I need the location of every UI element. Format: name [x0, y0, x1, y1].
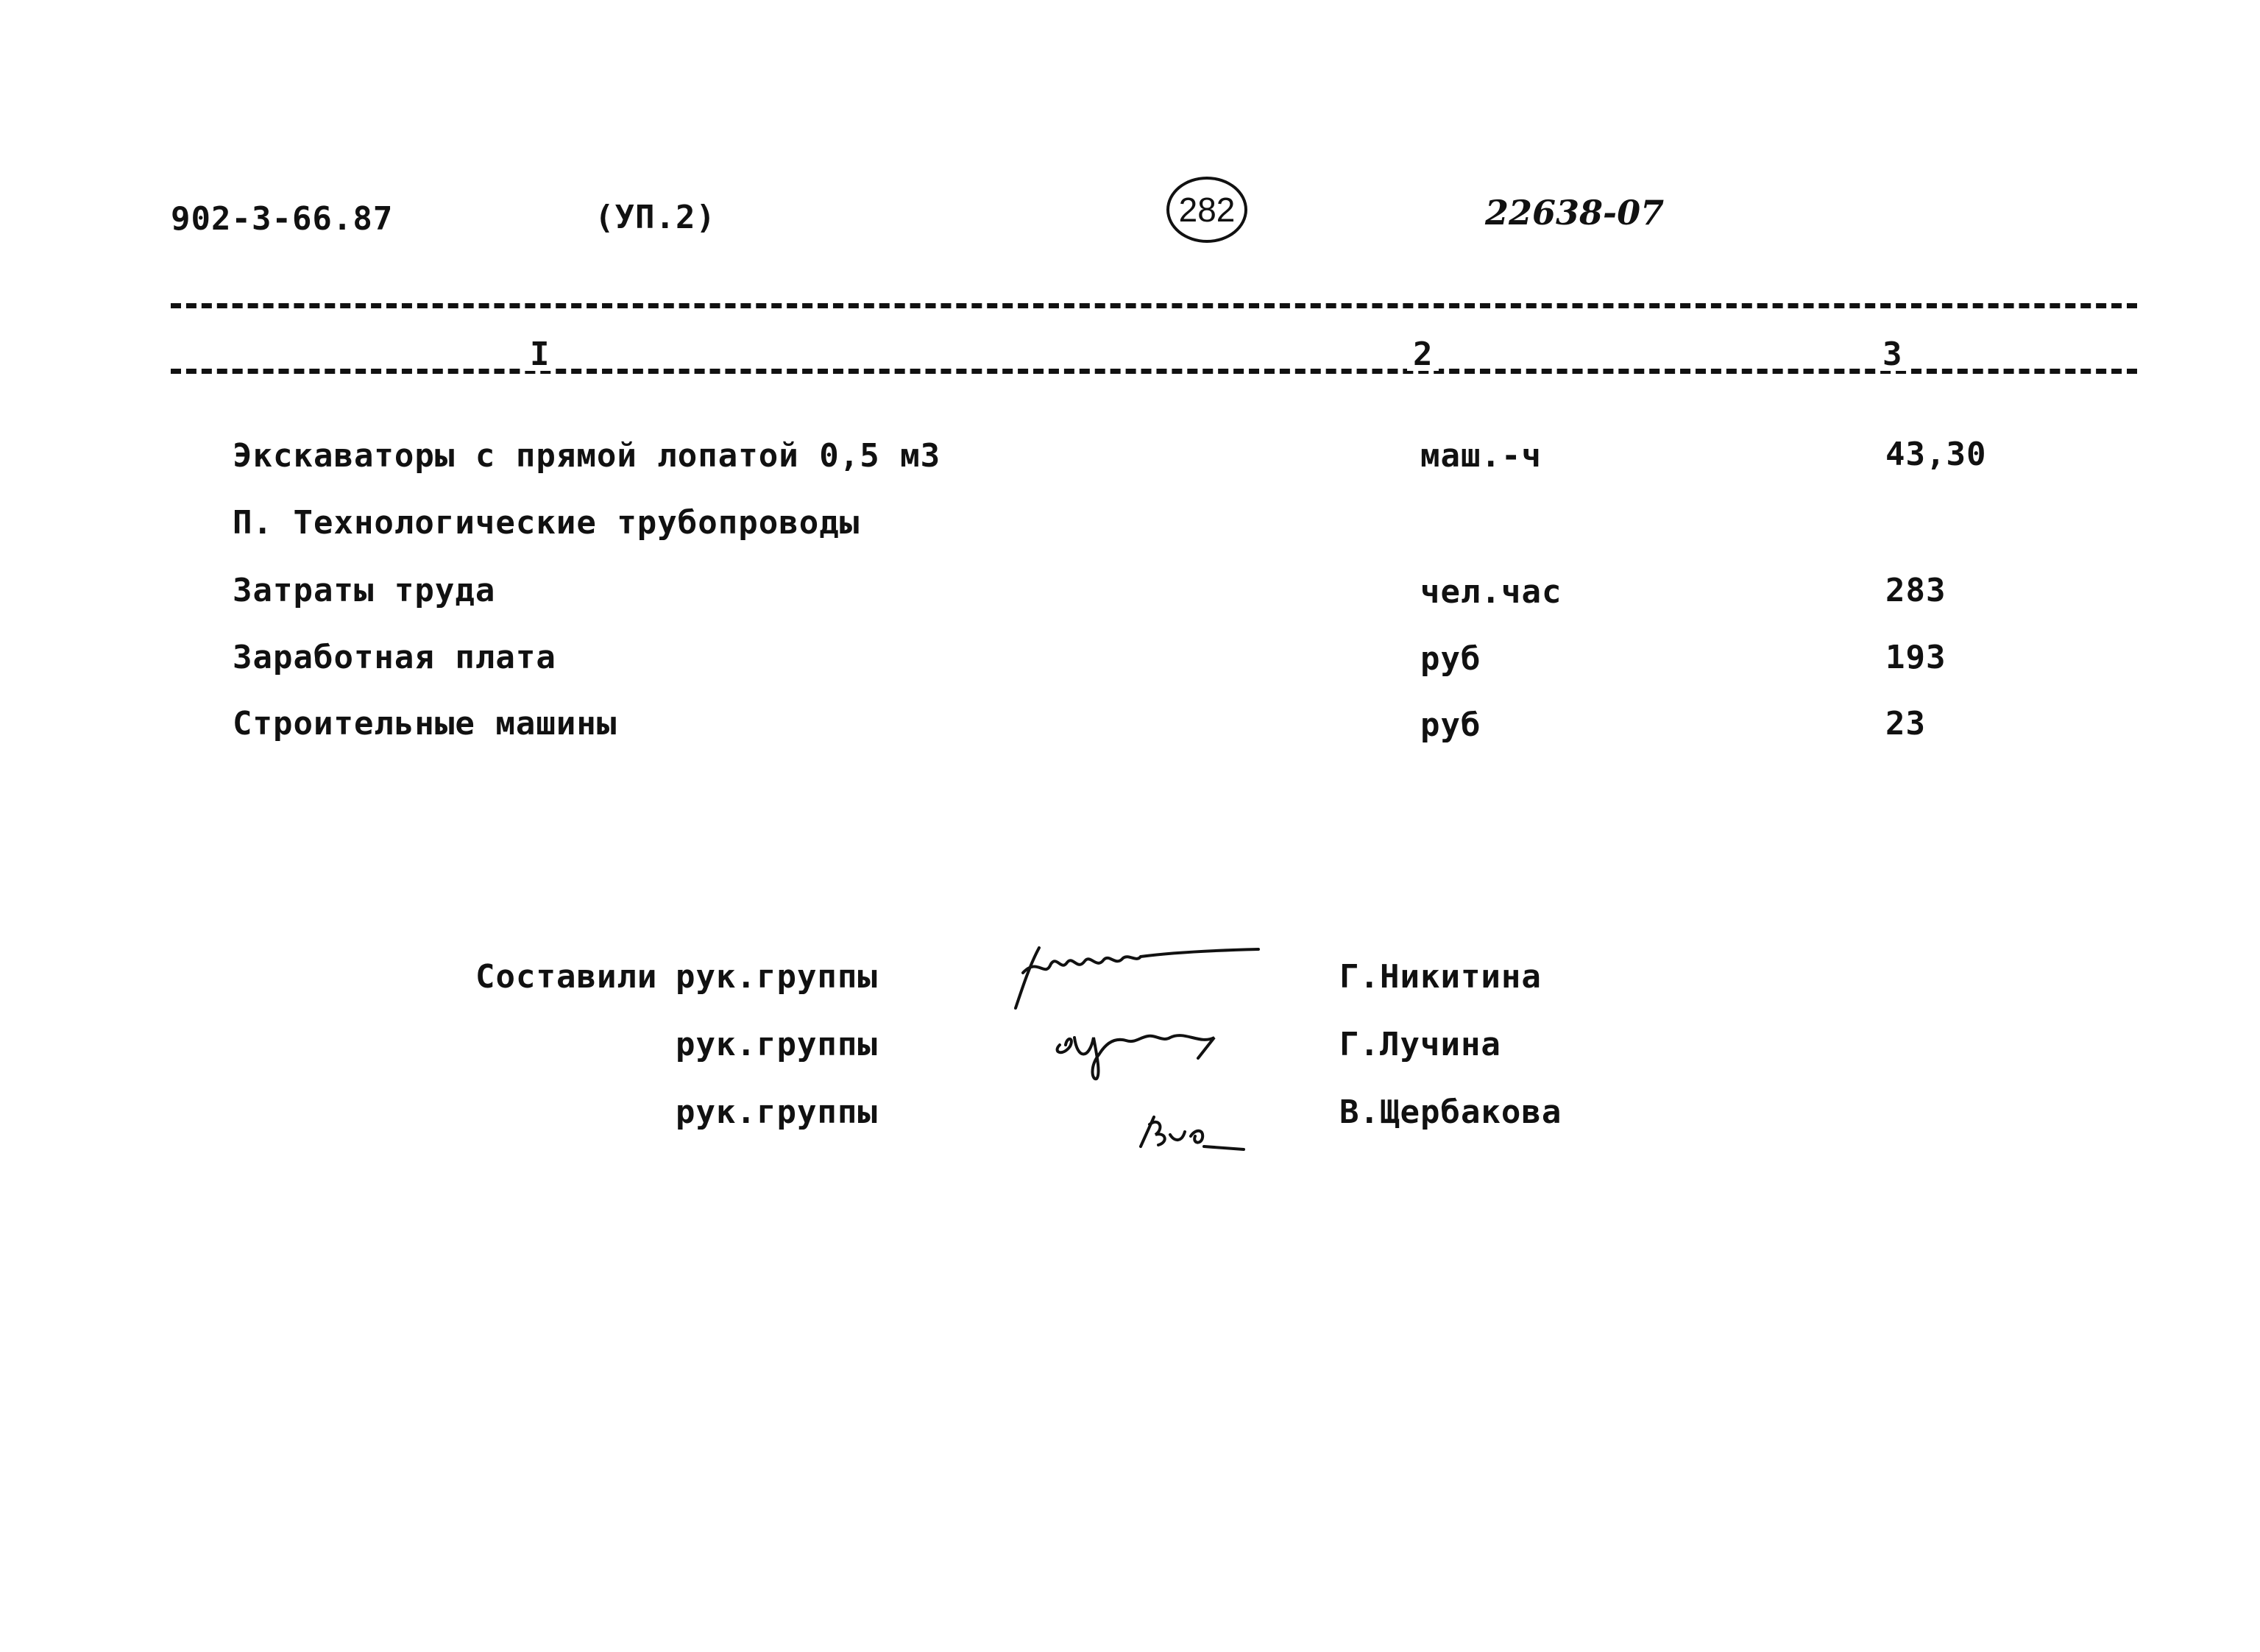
column-header-1: I — [524, 338, 556, 371]
table-row-1-unit: маш.-ч — [1420, 437, 1542, 475]
compiled-label: Составили — [475, 958, 658, 996]
document-code: 902-3-66.87 — [171, 200, 394, 238]
column-header-3: 3 — [1877, 338, 1908, 371]
table-row-1-name: Экскаваторы с прямой лопатой 0,5 м3 — [233, 437, 941, 475]
signature-row-2-name: Г.Лучина — [1339, 1026, 1501, 1063]
volume-label: (УП.2) — [595, 199, 716, 236]
column-header-2: 2 — [1407, 338, 1439, 371]
table-header-rule — [171, 369, 2137, 374]
table-row-5-name: Строительные машины — [233, 705, 617, 742]
signature-row-1-name: Г.Никитина — [1339, 958, 1542, 996]
signature-row-3-name: В.Щербакова — [1339, 1093, 1562, 1131]
table-row-3-value: 283 — [1885, 572, 1946, 609]
table-row-2-section-title: П. Технологические трубопроводы — [233, 504, 860, 542]
table-row-3-name: Затраты труда — [233, 572, 496, 609]
signature-nikitina — [993, 935, 1266, 1015]
table-row-5-unit: руб — [1420, 706, 1481, 744]
table-row-4-value: 193 — [1885, 639, 1946, 676]
signature-shcherbakova — [1133, 1102, 1266, 1161]
inventory-number: 22638-07 — [1485, 193, 1665, 233]
page-number: 282 — [1178, 191, 1236, 229]
table-row-4-unit: руб — [1420, 640, 1481, 678]
signature-luchina — [1045, 1015, 1229, 1082]
table-row-5-value: 23 — [1885, 705, 1926, 742]
signature-row-2-role: рук.группы — [676, 1026, 878, 1063]
table-row-4-name: Заработная плата — [233, 639, 556, 676]
signature-row-1-role: рук.группы — [676, 958, 878, 996]
table-top-rule — [171, 303, 2137, 308]
signature-row-3-role: рук.группы — [676, 1093, 878, 1131]
table-row-3-unit: чел.час — [1420, 573, 1562, 611]
table-row-1-value: 43,30 — [1885, 436, 1987, 473]
